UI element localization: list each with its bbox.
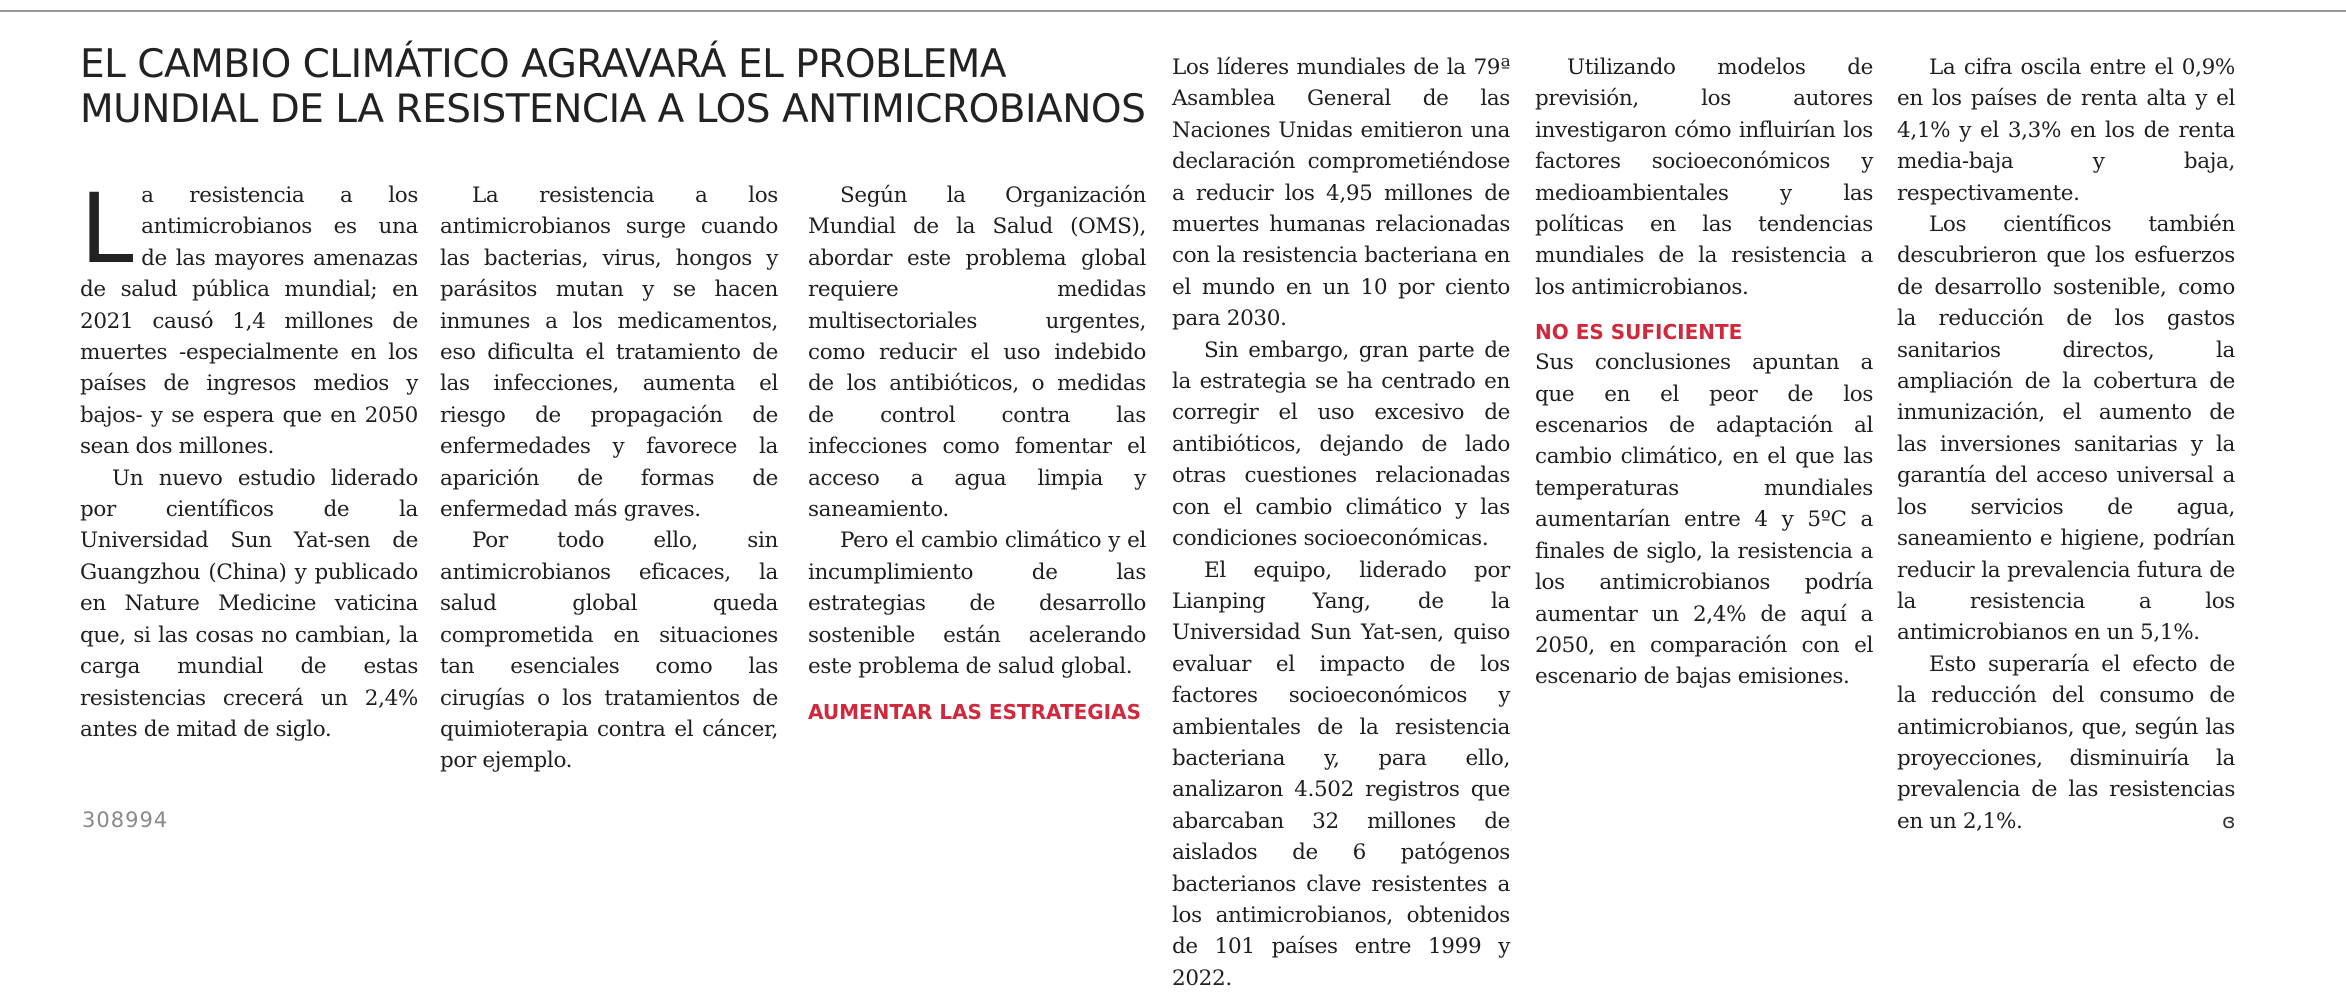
paragraph-intro — [80, 180, 418, 463]
paragraph-6: Pero el cambio climático y el incumplimiento de las estrategias de desarrollo sostenible están acelerando este problema de salud global. — [808, 525, 1146, 682]
paragraph-14-text: Esto superaría el efecto de la reducción del consumo de antimicrobianos, que, según las proyecciones, disminuiría la prevalencia de las resistencias en un 2,1%. — [1897, 652, 2235, 834]
paragraph-13: Los científicos también descubrieron que los esfuerzos de desarrollo sostenible, como la reducción de los gastos sanitarios directos, la ampliación de la cobertura de inmunización, el aumento de las inversiones sanitarias y la garantía del acceso universal a los servicios de agua, saneamiento e higiene, podrían reducir la prevalencia futura de la resistencia a los antimicrobianos en un 5,1%. — [1897, 209, 2235, 649]
paragraph-8: Sin embargo, gran parte de la estrategia se ha centrado en corregir el uso excesivo de antibióticos, dejando de lado otras cuestiones relacionadas con el cambio climático y las condiciones socioeconómicas. — [1172, 335, 1510, 555]
headline-line-1: EL CAMBIO CLIMÁTICO AGRAVARÁ EL PROBLEMA — [80, 42, 1006, 87]
end-mark-icon: ɞ — [2190, 806, 2235, 837]
paragraph-12: La cifra oscila entre el 0,9% en los países de renta alta y el 4,1% y el 3,3% en los de renta media-baja y baja, respectivamente. — [1897, 52, 2235, 209]
paragraph-10: Utilizando modelos de previsión, los autores investigaron cómo influirían los factores socioeconómicos y medioambientales y las políticas en las tendencias mundiales de la resistencia a los antimicrobianos. — [1535, 52, 1873, 303]
column-4 — [1172, 52, 1510, 994]
paragraph-3: La resistencia a los antimicrobianos surge cuando las bacterias, virus, hongos y parásitos mutan y se hacen inmunes a los medicamentos, eso dificulta el tratamiento de las infecciones, aumenta el riesgo de propagación de enfermedades y favorece la aparición de formas de enfermedad más graves. — [440, 180, 778, 525]
paragraph-7: Los líderes mundiales de la 79ª Asamblea General de las Naciones Unidas emitieron una declaración comprometiéndose a reducir los 4,95 millones de muertes humanas relacionadas con la resistencia bacteriana en el mundo en un 10 por ciento para 2030. — [1172, 52, 1510, 335]
reference-code: 308994 — [82, 808, 168, 832]
column-2 — [440, 180, 778, 777]
paragraph-5: Según la Organización Mundial de la Salud (OMS), abordar este problema global requiere medidas multisectoriales urgentes, como reducir el uso indebido de los antibióticos, o medidas de control contra las infecciones como fomentar el acceso a agua limpia y saneamiento. — [808, 180, 1146, 525]
subheading-aumentar: AUMENTAR LAS ESTRATEGIAS — [808, 697, 1146, 727]
headline-line-2: MUNDIAL DE LA RESISTENCIA A LOS ANTIMICROBIANOS — [80, 87, 1145, 132]
top-rule — [0, 10, 2346, 12]
column-1 — [80, 180, 418, 745]
paragraph-11: Sus conclusiones apuntan a que en el peor de los escenarios de adaptación al cambio climático, en el que las temperaturas mundiales aumentarían entre 4 y 5ºC a finales de siglo, la resistencia a los antimicrobianos podría aumentar un 2,4% de aquí a 2050, en comparación con el escenario de bajas emisiones. — [1535, 347, 1873, 692]
column-3 — [808, 180, 1146, 727]
subheading-no-suficiente: NO ES SUFICIENTE — [1535, 317, 1873, 347]
paragraph-9: El equipo, liderado por Lianping Yang, de la Universidad Sun Yat-sen, quiso evaluar el impacto de los factores socioeconómicos y ambientales de la resistencia bacteriana y, para ello, analizaron 4.502 registros que abarcaban 32 millones de aislados de 6 patógenos bacterianos clave resistentes a los antimicrobianos, obtenidos de 101 países entre 1999 y 2022. — [1172, 555, 1510, 994]
column-5 — [1535, 52, 1873, 693]
drop-cap: L — [80, 186, 133, 272]
paragraph-4: Por todo ello, sin antimicrobianos eficaces, la salud global queda comprometida en situaciones tan esenciales como las cirugías o los tratamientos de quimioterapia contra el cáncer, por ejemplo. — [440, 525, 778, 776]
paragraph-2: Un nuevo estudio liderado por científicos de la Universidad Sun Yat-sen de Guangzhou (China) y publicado en Nature Medicine vaticina que, si las cosas no cambian, la carga mundial de estas resistencias crecerá un 2,4% antes de mitad de siglo. — [80, 463, 418, 746]
paragraph-1-text: a resistencia a los antimicrobianos es una de las mayores amenazas de salud pública mundial; en 2021 causó 1,4 millones de muertes -especialmente en los países de ingresos medios y bajos- y se espera que en 2050 sean dos millones. — [80, 183, 418, 459]
column-6 — [1897, 52, 2235, 837]
headline — [80, 42, 1180, 132]
paragraph-14 — [1897, 649, 2235, 837]
